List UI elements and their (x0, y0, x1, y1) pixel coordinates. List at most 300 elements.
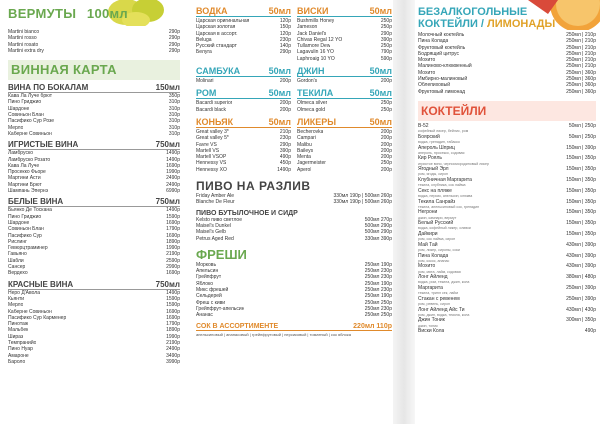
item-name: Вердехо (8, 270, 28, 277)
item-name: Пино Гриджио (8, 99, 42, 106)
item-price: 290р (279, 141, 291, 148)
cognac-list (196, 129, 291, 173)
beer-title: ПИВО НА РАЗЛИВ (196, 179, 311, 194)
item-price: 1990р (166, 333, 180, 340)
item-price: 790р (380, 49, 392, 56)
item-name: Olmeca silver (297, 100, 328, 107)
cocktails-title: КОКТЕЙЛИ (421, 103, 487, 118)
item-price: 290р (168, 47, 180, 54)
item-name: Шардоне (8, 105, 30, 112)
item-price: 250мл | 210р (566, 63, 596, 70)
list-item (196, 167, 291, 173)
sambuca-title: САМБУКА (196, 66, 241, 77)
item-name: Кава Ла Луче (8, 162, 40, 169)
item-price: 1490р (277, 166, 291, 173)
item-name: Рислинг (8, 238, 27, 245)
item-price: 200р (380, 154, 392, 161)
item-name: Совиньон Блан (8, 226, 44, 233)
list-item (196, 236, 392, 242)
item-name: Friday Amber Ale (196, 193, 235, 200)
whisky-list (297, 18, 392, 62)
item-name: Просекко Фьоре (8, 169, 46, 176)
spirits-row-3 (196, 88, 392, 113)
cocktail-desc: джин, кампари, вермут (418, 215, 457, 220)
item-price: 290р (279, 49, 291, 56)
item-price: 250р (380, 100, 392, 107)
item-name: Petrus Aged Red (196, 235, 234, 242)
item-price: 500мл 290р (364, 222, 392, 229)
item-name: Tullamore Dew (297, 43, 331, 50)
cocktail-name: Клубничная Маргарита (418, 176, 472, 183)
item-price: 390р (380, 36, 392, 43)
cocktail-price: 150мл | 350р (566, 176, 596, 183)
item-price: 590р (380, 55, 392, 62)
soft-title-1: БЕЗАЛКОГОЛЬНЫЕ (418, 6, 528, 18)
cocktail-name: Лонг Айленд (418, 274, 448, 281)
cocktail-price: 50мл | 250р (568, 122, 596, 129)
item-name: Beluga (196, 36, 212, 43)
sambuca-volume: 50мл (268, 66, 291, 77)
soft-title-3: ЛИМОНАДЫ (487, 18, 556, 30)
item-price: 310р (168, 99, 180, 106)
cocktails-header (418, 101, 596, 121)
item-name: Bacardi superior (196, 100, 233, 107)
cocktail-name: Текила Санрайз (418, 198, 456, 205)
item-price: 150р (279, 24, 291, 31)
vodka-list (196, 18, 291, 56)
juice-volume: 220мл (353, 322, 375, 330)
soft-title-2: КОКТЕЙЛИ / (418, 18, 484, 30)
list-item (297, 167, 392, 173)
item-name: Мальбек (8, 327, 29, 334)
item-name: Bacardi black (196, 106, 227, 113)
list-item (196, 312, 392, 318)
cocktail-desc: ром, сок лайма, сироп (418, 237, 456, 242)
item-price: 250р (380, 24, 392, 31)
item-price: 2490р (166, 346, 180, 353)
cocktail-item (418, 199, 596, 210)
cocktail-desc: ром, джин, водка, текила, кола (418, 312, 470, 317)
item-name: Мерло (8, 302, 24, 309)
wine-card-title: ВИННАЯ КАРТА (11, 62, 117, 78)
item-name: Неро Д'Авола (8, 289, 40, 296)
item-price: 350р (168, 93, 180, 100)
item-price: 1490р (166, 156, 180, 163)
sparkling-header (8, 140, 180, 150)
white-volume: 750мл (155, 197, 180, 207)
list-item (196, 49, 291, 55)
cocktail-item (418, 296, 596, 307)
item-price: 210р (279, 128, 291, 135)
item-price: 200р (380, 147, 392, 154)
item-name: Русский стандарт (196, 43, 237, 50)
fresh-list (196, 262, 392, 319)
item-price: 250мл 190р (364, 261, 392, 268)
item-price: 450р (279, 160, 291, 167)
column-spirits (196, 6, 392, 337)
cocktail-price: 300мл | 350р (566, 317, 596, 324)
item-price: 250мл 230р (364, 268, 392, 275)
item-name: Шираз (8, 333, 24, 340)
item-name: Каберне Совиньон (8, 130, 52, 137)
beer-list (196, 193, 392, 206)
item-name: Ананас (196, 312, 213, 319)
cocktail-item (418, 253, 596, 264)
cocktail-desc: ром, кокос, ананас (418, 258, 450, 263)
item-name: Мохито (418, 57, 436, 64)
item-name: Сансер (8, 264, 26, 271)
cocktail-desc: ром, ягоды, сироп (418, 172, 448, 177)
cocktail-item (418, 155, 596, 166)
item-name: Бодрящий цитрус (418, 50, 460, 57)
cocktail-price: 250мл | 390р (566, 284, 596, 291)
item-price: 250мл | 210р (566, 50, 596, 57)
item-name: Амароне (8, 352, 29, 359)
item-price: 330мл 190р | 500мл 260р (333, 193, 392, 200)
item-price: 1590р (166, 295, 180, 302)
item-name: Jack Daniel's (297, 30, 327, 37)
item-name: Имбирно-малиновый (418, 76, 468, 83)
item-name: Пасифико Сур (8, 232, 42, 239)
item-price: 200р (279, 106, 291, 113)
item-name: Martell VS (196, 147, 220, 154)
item-name: Микс фрешей (196, 287, 229, 294)
item-name: Мартини Брют (8, 181, 42, 188)
column-soft (418, 6, 596, 334)
cocktail-item (418, 209, 596, 220)
cocktail-name: Негрони (418, 209, 438, 216)
gin-volume: 50мл (369, 66, 392, 77)
item-name: Hennessy VS (196, 160, 227, 167)
item-name: Шабли (8, 257, 24, 264)
spirits-row-4 (196, 117, 392, 173)
cocktail-item (418, 134, 596, 145)
item-name: Фруктовый лимонад (418, 88, 466, 95)
item-price: 200р (380, 166, 392, 173)
item-name: Becherovka (297, 128, 324, 135)
item-price: 1790р (166, 226, 180, 233)
cocktail-item (418, 242, 596, 253)
item-name: Jagermeister (297, 160, 326, 167)
item-name: Совиньон Блан (8, 112, 44, 119)
item-name: Кьянти (8, 295, 25, 302)
cocktail-price: 430мл | 390р (566, 252, 596, 259)
item-price: 310р (168, 124, 180, 131)
item-price: 500мл 270р (364, 216, 392, 223)
item-name: Мартини Асти (8, 175, 41, 182)
gin-title: ДЖИН (297, 66, 325, 77)
spirits-row-1 (196, 6, 392, 62)
item-price: 120р (279, 18, 291, 24)
white-header (8, 197, 180, 207)
item-price: 310р (168, 112, 180, 119)
item-name: Martini rosato (8, 41, 39, 48)
item-name: Aperol (297, 166, 312, 173)
white-title: БЕЛЫЕ ВИНА (8, 197, 64, 207)
item-price: 2990р (166, 264, 180, 271)
cocktail-name: Лонг Айленд Айс Ти (418, 306, 465, 313)
list-item (8, 188, 180, 194)
liqueur-volume: 50мл (369, 116, 392, 127)
item-name: Kelsto пиво светлое (196, 216, 242, 223)
item-name: Great valley 5* (196, 135, 229, 142)
wine-card-header (8, 60, 180, 80)
vermouth-list (8, 29, 180, 54)
item-name: Грейпфрут (196, 274, 222, 281)
item-price: 1690р (166, 219, 180, 226)
item-name: Martini rosso (8, 35, 37, 42)
cocktail-desc: водка, гренадин, табаско (418, 140, 460, 145)
bottled-list (196, 217, 392, 242)
item-name: Martini bianco (8, 29, 40, 35)
cocktail-price: 150мл | 350р (566, 187, 596, 194)
item-name: Ламбруско Розато (8, 156, 51, 163)
cocktail-name: Боярский (418, 133, 440, 140)
vodka-title: ВОДКА (196, 6, 228, 16)
item-name: Bushmills Honey (297, 18, 335, 24)
item-name: Martell VSOP (196, 154, 227, 161)
item-name: Сельдерей (196, 293, 222, 300)
fresh-title: ФРЕШИ (196, 246, 247, 262)
item-name: Gordon's (297, 78, 318, 85)
cocktail-price: 430мл | 390р (566, 263, 596, 270)
cocktail-desc: водка, персик, апельсин, клюква (418, 194, 473, 199)
cocktail-price: 150мл | 350р (566, 155, 596, 162)
list-item (8, 359, 180, 365)
whisky-volume: 50мл (369, 6, 392, 16)
item-price: 250мл | 210р (566, 57, 596, 64)
red-header (8, 280, 180, 290)
item-name: Шардоне (8, 219, 30, 226)
item-name: Maisel's Gelb (196, 229, 226, 236)
juice-desc: апельсиновый | ананасовый | грейпфрутовый | персиковый | томатный | сок яблока (196, 331, 351, 337)
item-name: Пина Колада (418, 38, 449, 45)
vermouth-title: ВЕРМУТЫ (8, 6, 77, 21)
item-name: Мерло (8, 124, 24, 131)
cocktail-desc: кофейный ликер, бейлис, ром (418, 129, 469, 134)
liqueur-title: ЛИКЕРЫ (297, 116, 337, 127)
cocktail-price: 430мл | 430р (566, 306, 596, 313)
cocktail-price: 150мл | 350р (566, 198, 596, 205)
item-price: 250р (380, 43, 392, 50)
cocktail-item (418, 285, 596, 296)
liqueur-list (297, 129, 392, 173)
item-price: 2590р (166, 257, 180, 264)
item-name: Lagavulin 16 YO (297, 49, 334, 56)
list-item (8, 270, 180, 276)
cocktail-item (418, 328, 596, 334)
item-price: 250мл 230р (364, 287, 392, 294)
cocktail-name: Дайкири (418, 230, 438, 237)
cocktail-desc: текила, трипл сек, лайм (418, 291, 458, 296)
soft-list (418, 32, 596, 95)
item-price: 3990р (166, 358, 180, 365)
cocktail-desc: водка, кофейный ликер, сливки (418, 226, 471, 231)
item-price: 230р (279, 135, 291, 142)
item-price: 250мл | 360р (566, 82, 596, 89)
cocktail-price: 150мл | 350р (566, 209, 596, 216)
item-name: Кава Ла Луче брют (8, 93, 53, 100)
cocktail-name: Пина Колада (418, 252, 449, 259)
item-price: 1890р (166, 238, 180, 245)
cocktail-item (418, 220, 596, 231)
item-price: 290р (168, 29, 180, 35)
cocktail-price: 150мл | 390р (566, 144, 596, 151)
cocktail-price: 150мл | 350р (566, 166, 596, 173)
cocktail-name: Апероль Шприц (418, 144, 455, 151)
item-price: 310р (168, 118, 180, 125)
item-name: Шампань Эпернэ (8, 188, 49, 195)
item-name: Бароло (8, 358, 26, 365)
vermouth-volume: 100мл (86, 6, 128, 21)
cocktail-item (418, 123, 596, 134)
item-price: 290р (168, 35, 180, 42)
item-name: Белуга (196, 49, 212, 56)
item-price: 200р (279, 78, 291, 85)
item-price: 1690р (166, 162, 180, 169)
item-name: Molinari (196, 78, 214, 85)
item-price: 500мл 290р (364, 229, 392, 236)
item-price: 2490р (166, 181, 180, 188)
item-price: 2190р (166, 251, 180, 258)
item-name: Laphroaig 10 YO (297, 55, 335, 62)
item-name: Гевюрцтраминер (8, 245, 48, 252)
item-name: Царская оригинальная (196, 18, 250, 24)
item-name: Пино Нуар (8, 346, 33, 353)
cocktail-name: Виски Кола (418, 328, 445, 335)
item-price: 1990р (166, 245, 180, 252)
item-name: Ламбруско (8, 150, 33, 157)
cognac-volume: 50мл (268, 116, 291, 127)
item-name: Martini extra dry (8, 47, 44, 54)
cocktail-name: Май Тай (418, 241, 438, 248)
cocktail-list (418, 123, 596, 334)
white-list (8, 207, 180, 276)
cocktail-price: 490р (584, 328, 596, 335)
cocktail-price: 150мл | 350р (566, 220, 596, 227)
cocktail-price: 150мл | 350р (566, 230, 596, 237)
item-name: Каберне Совиньон (8, 308, 52, 315)
list-item (297, 107, 392, 113)
item-price: 250мл 190р (364, 293, 392, 300)
item-name: Грейпфрут-апельсин (196, 305, 245, 312)
item-price: 1490р (166, 150, 180, 157)
red-title: КРАСНЫЕ ВИНА (8, 279, 74, 289)
cocktail-item (418, 317, 596, 328)
soft-title (418, 6, 596, 30)
item-price: 290р (380, 30, 392, 37)
vermouth-header (8, 6, 128, 21)
item-name: Malibu (297, 141, 312, 148)
cocktail-item (418, 166, 596, 177)
list-item (196, 107, 291, 113)
cocktail-desc: текила, клубника, сок лайма (418, 183, 466, 188)
cocktail-desc: апероль, просекко, содовая (418, 150, 465, 155)
item-name: Chivas Regal 12 YO (297, 36, 343, 43)
sparkling-title: ИГРИСТЫЕ ВИНА (8, 140, 79, 150)
item-price: 250мл 230р (364, 305, 392, 312)
item-price: 250мл | 210р (566, 44, 596, 51)
cocktail-item (418, 307, 596, 318)
item-price: 250мл | 360р (566, 69, 596, 76)
item-name: Пасифико Сур Розе (8, 118, 55, 125)
item-name: Пасифико Сур Карменер (8, 314, 67, 321)
item-price: 230р (279, 36, 291, 43)
bottled-title: ПИВО БУТЫЛОЧНОЕ И СИДР (196, 209, 298, 217)
item-price: 250мл 230р (364, 274, 392, 281)
item-price: 200р (380, 78, 392, 85)
red-list (8, 290, 180, 366)
cocktail-item (418, 188, 596, 199)
item-name: Морковь (196, 261, 217, 268)
item-price: 1690р (166, 232, 180, 239)
item-price: 1690р (166, 314, 180, 321)
cocktail-name: B-52 (418, 122, 429, 129)
item-name: Maisel's Dunkel (196, 222, 231, 229)
item-price: 1490р (166, 207, 180, 214)
list-item (196, 78, 291, 84)
cocktail-desc: игристое вино, черносмородиновый ликер (418, 161, 489, 166)
item-name: Jameson (297, 24, 318, 31)
cocktail-price: 250мл | 390р (566, 295, 596, 302)
cocktail-desc: водка, ром, текила, джин, кола (418, 280, 470, 285)
cocktail-price: 430мл | 390р (566, 241, 596, 248)
cocktail-name: Кир Рояль (418, 155, 443, 162)
item-name: Темпранийо (8, 339, 37, 346)
tequila-title: ТЕКИЛА (297, 88, 334, 99)
sparkling-volume: 750мл (155, 140, 180, 150)
item-price: 200р (380, 128, 392, 135)
sparkling-list (8, 150, 180, 194)
item-name: Царская в ассорт. (196, 30, 238, 37)
item-price: 250мл | 360р (566, 76, 596, 83)
beer-section (196, 179, 392, 242)
item-name: Фруктовый коктейль (418, 44, 466, 51)
item-name: Апельсин (196, 268, 219, 275)
tequila-volume: 50мл (369, 88, 392, 99)
item-price: 200р (279, 100, 291, 107)
list-item (418, 89, 596, 95)
cocktail-item (418, 274, 596, 285)
gin-list (297, 78, 392, 84)
rum-volume: 50мл (268, 88, 291, 99)
page-fold (393, 0, 415, 424)
cocktail-desc: ром, мята, лайм, содовая (418, 269, 461, 274)
item-name: Малиново-клюквенный (418, 63, 472, 70)
item-name: Campari (297, 135, 316, 142)
item-name: Hennessy XO (196, 166, 227, 173)
item-name: Облепиховый (418, 82, 450, 89)
item-price: 390р (279, 147, 291, 154)
item-price: 250мл 250р (364, 299, 392, 306)
item-price: 1990р (166, 169, 180, 176)
item-price: 310р (168, 105, 180, 112)
item-name: Great valley 3* (196, 128, 229, 135)
rum-list (196, 100, 291, 113)
cocktail-name: Ягодный Эрл (418, 166, 449, 173)
item-price: 200р (380, 135, 392, 142)
column-wines (8, 6, 180, 365)
glass-volume: 150мл (155, 83, 180, 93)
item-price: 200р (380, 141, 392, 148)
sambuca-list (196, 78, 291, 84)
cocktail-item (418, 177, 596, 188)
list-item (8, 48, 180, 54)
item-price: 2490р (166, 175, 180, 182)
fresh-section (196, 247, 392, 337)
item-price: 1790р (166, 321, 180, 328)
cocktail-desc: джин, тоник (418, 323, 438, 328)
